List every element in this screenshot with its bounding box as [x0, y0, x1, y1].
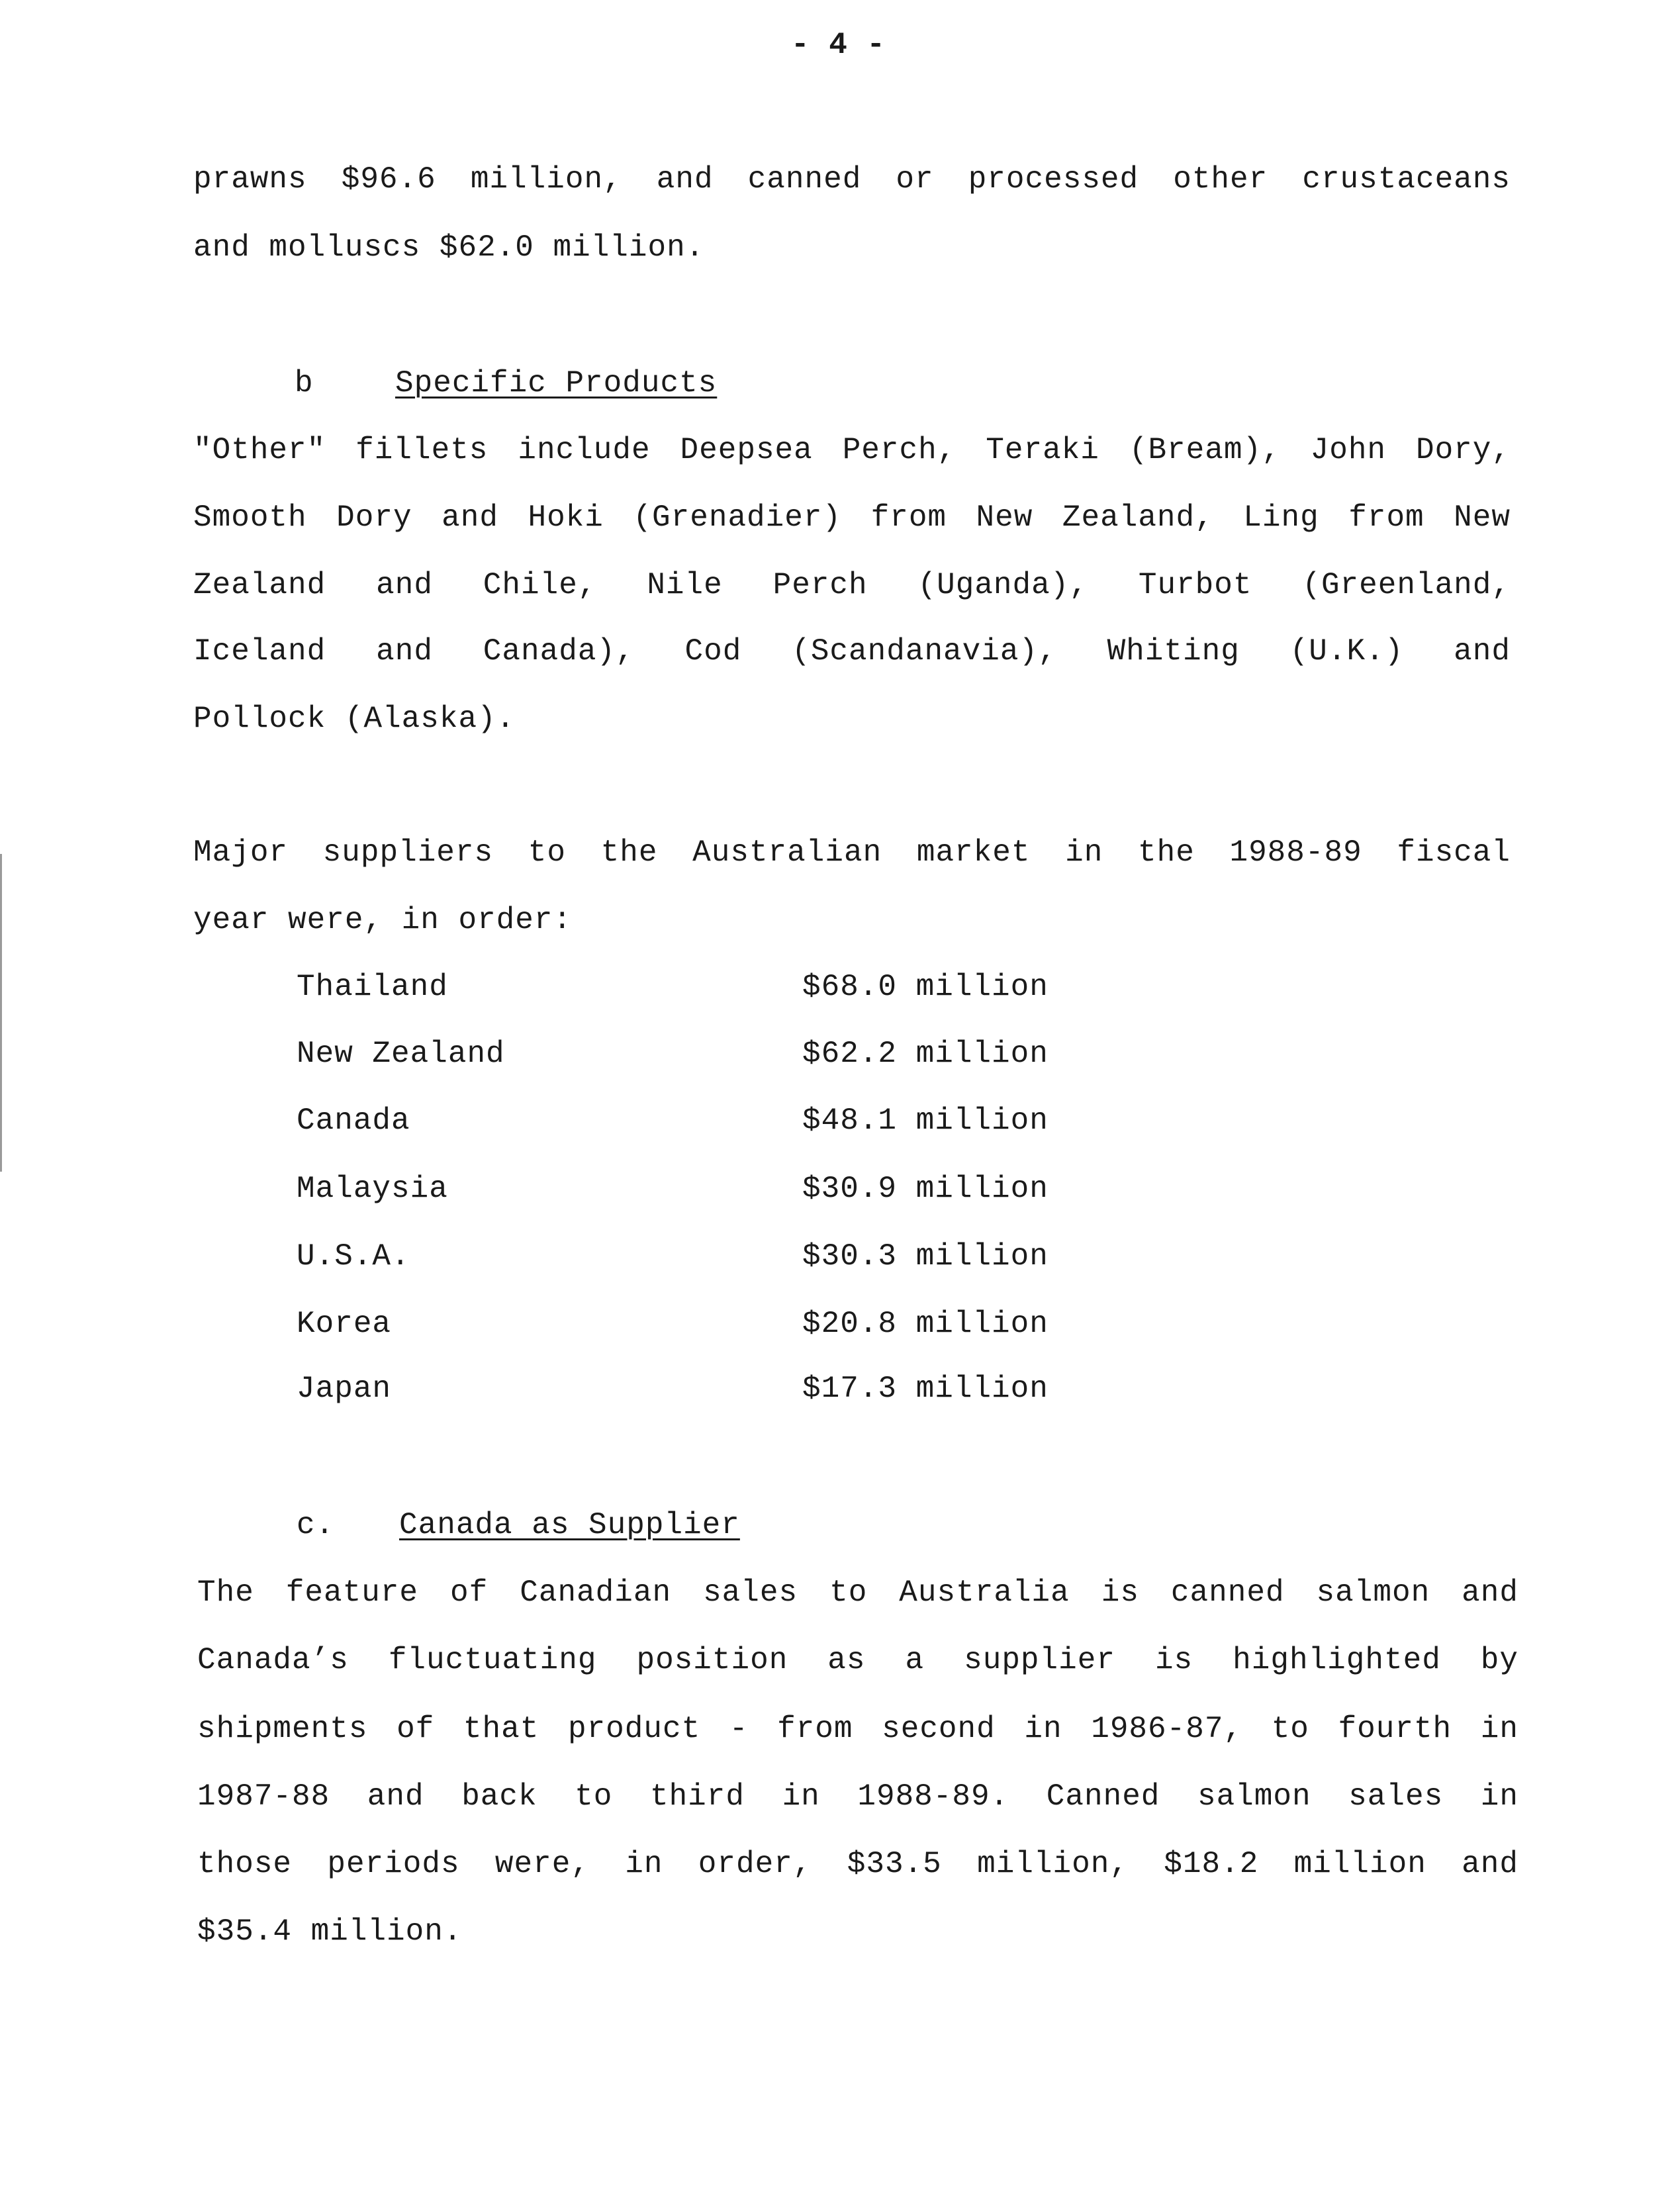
page-number: - 4 -	[791, 28, 886, 62]
intro-line: and molluscs $62.0 million.	[193, 230, 705, 265]
supplier-country: U.S.A.	[297, 1239, 410, 1274]
supplier-country: Malaysia	[297, 1172, 448, 1206]
supplier-amount: $62.2 million	[802, 1037, 1049, 1071]
section-b-letter: b	[295, 366, 314, 400]
supplier-country: Canada	[297, 1103, 410, 1138]
supplier-amount: $30.3 million	[802, 1239, 1049, 1274]
section-c-line: Canada’s fluctuating position as a supplier is highlighted by	[197, 1643, 1518, 1677]
section-b-line: Iceland and Canada), Cod (Scandanavia), Whiting (U.K.) and	[193, 634, 1511, 669]
margin-rule	[0, 854, 2, 1172]
section-b-line: Pollock (Alaska).	[193, 702, 516, 736]
supplier-amount: $20.8 million	[802, 1307, 1049, 1341]
suppliers-intro-line: Major suppliers to the Australian market in the 1988-89 fiscal	[193, 835, 1511, 870]
supplier-country: Thailand	[297, 970, 448, 1004]
section-c-line: $35.4 million.	[197, 1914, 463, 1949]
section-c-letter: c.	[297, 1508, 335, 1542]
section-b-line: Zealand and Chile, Nile Perch (Uganda), Turbot (Greenland,	[193, 568, 1511, 602]
suppliers-intro-line: year were, in order:	[193, 903, 573, 937]
supplier-amount: $30.9 million	[802, 1172, 1049, 1206]
section-c-line: 1987-88 and back to third in 1988-89. Canned salmon sales in	[197, 1779, 1518, 1814]
section-c-line: shipments of that product - from second in 1986-87, to fourth in	[197, 1712, 1518, 1746]
supplier-amount: $48.1 million	[802, 1103, 1049, 1138]
section-b-line: "Other" fillets include Deepsea Perch, Teraki (Bream), John Dory,	[193, 433, 1511, 467]
section-c-heading: Canada as Supplier	[399, 1508, 740, 1542]
supplier-amount: $68.0 million	[802, 970, 1049, 1004]
section-b-heading: Specific Products	[395, 366, 718, 400]
supplier-country: Korea	[297, 1307, 392, 1341]
supplier-country: Japan	[297, 1372, 392, 1406]
supplier-country: New Zealand	[297, 1037, 505, 1071]
intro-line: prawns $96.6 million, and canned or processed other crustaceans	[193, 162, 1511, 197]
section-c-line: The feature of Canadian sales to Australia is canned salmon and	[197, 1575, 1518, 1610]
supplier-amount: $17.3 million	[802, 1372, 1049, 1406]
section-b-line: Smooth Dory and Hoki (Grenadier) from New Zealand, Ling from New	[193, 500, 1511, 535]
section-c-line: those periods were, in order, $33.5 million, $18.2 million and	[197, 1847, 1518, 1881]
